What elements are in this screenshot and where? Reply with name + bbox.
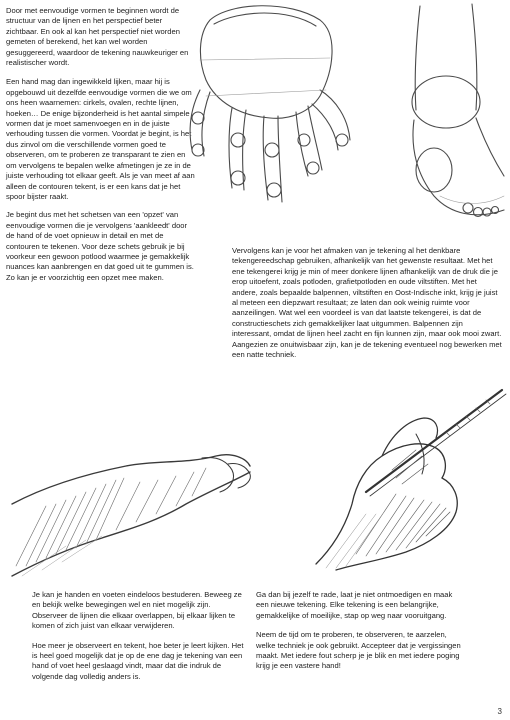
shaded-foot-drawing [6,426,256,586]
paragraph: Je kan je handen en voeten eindeloos bestuderen. Beweeg ze en bekijk welke bewegingen wel en niet mogelijk zijn. Observeer de lijnen die elkaar overlappen, bij elkaar lijken te komen of zich juist van elkaar verwijderen. [32,590,242,631]
text-column-right-mid [232,246,504,369]
paragraph: Je begint dus met het schetsen van een 'opzet' van eenvoudige vormen die je vervolgens 'aankleedt' door de hand of de voet opnieuw in detail en met de contouren te tekenen. Voor deze schets gebruik je bij voorkeur een gewoon potlood waarmee je gemakkelijk nuances kan aanbrengen en dat goed uit te gummen is. Zo kan je er voorzichtig een opzet mee maken. [6,210,194,282]
paragraph: Vervolgens kan je voor het afmaken van je tekening al het denkbare tekengereedschap gebruiken, afhankelijk van het gewenste resultaat. Met het ene tekengerei krijg je min of meer donkere lijnen afhankelijk van de druk die je erop uitoefent, zoals potloden, grafietpotloden en oude viltstiften. Met het andere, zoals bepaalde balpennen, viltstiften en Oost-Indische inkt, krijg je juist al meteen een diepzwart resultaat; ze laten dan ook weinig ruimte voor aanzeilingen. Wat wel een voordeel is van dat laatste tekengerei, is dat de constructieschets zich gemakkelijker laat uitgummen. Balpennen zijn interessant, omdat de lijnen heel zacht en fijn kunnen zijn, maar ook mooi zwart. Aangezien ze onuitwisbaar zijn, kan je de tekening eventueel nog bewerken met een natte techniek. [232,246,502,360]
page-number: 3 [497,707,502,716]
paragraph: Door met eenvoudige vormen te beginnen wordt de structuur van de lijnen en het perspectief beter zichtbaar. En ook al kan het perspectief niet worden gemeten of berekend, het kan wel worden gesuggereerd, waardoor de tekening nauwkeuriger en realistischer wordt. [6,6,189,68]
text-column-left-top [6,6,196,292]
paragraph: Neem de tijd om te proberen, te observeren, te aarzelen, welke techniek je ook gebruikt. Accepteer dat je vergissingen maakt. Met iedere fout scherp je je blik en met iedere poging krijg je een vastere hand! [256,630,461,671]
text-column-bottom-left [32,590,244,691]
hand-construction-sketch [170,0,370,238]
text-column-bottom-right [256,590,466,681]
foot-construction-sketch [380,0,508,232]
paragraph: Hoe meer je observeert en tekent, hoe beter je leert kijken. Het is heel goed mogelijk dat je op de ene dag je tekening van een hand of voet heel geslaagd vindt, maar dat die indruk de volgende dag volledig anders is. [32,640,244,681]
paragraph: Een hand mag dan ingewikkeld lijken, maar hij is opgebouwd uit dezelfde eenvoudige vormen die we om ons heen waarnemen: cirkels, ovalen, rechte lijnen, hoeken… De enige bijzonderheid is het aantal simpele vormen dat je moet samenvoegen en in de juiste verhouding tussen die vormen. Voordat je begint, is het dus zinvol om die verschillende vormen goed te observeren, om te proberen ze transparant te zien en om vervolgens te bepalen welke afmetingen je ze in de juiste verhouding tot elkaar geeft. Als je van meet af aan alleen de contouren tekent, is er een kans dat je het spoor bijster raakt. [6,77,195,201]
paragraph: Ga dan bij jezelf te rade, laat je niet ontmoedigen en maak een nieuwe tekening. Elke tekening is een belangrijke, gemakkelijke of moeilijke, stap op weg naar vooruitgang. [256,590,453,620]
hand-with-pen-drawing [296,374,510,574]
